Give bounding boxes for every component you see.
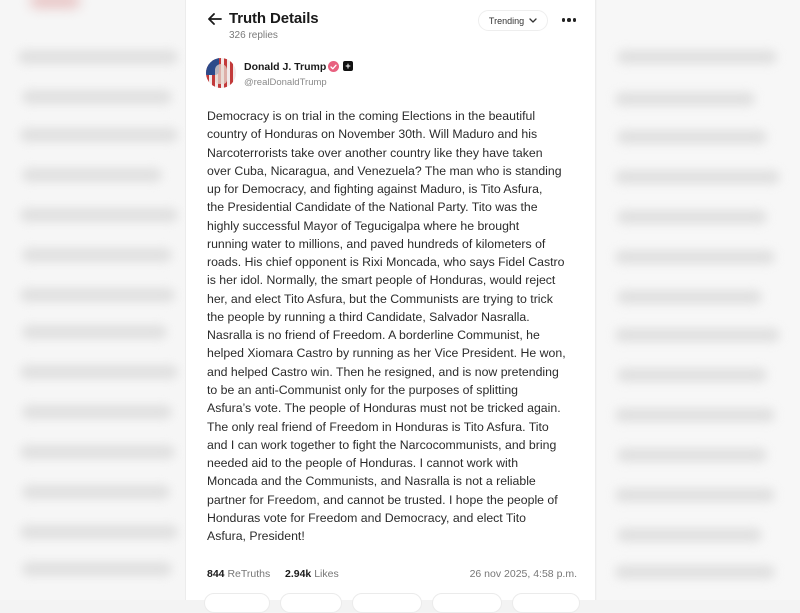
back-button[interactable] xyxy=(206,10,224,28)
post-text-line: Democracy is on trial in the coming Elections in the beautiful xyxy=(207,109,536,123)
post-text-line: Asfura, President! xyxy=(207,529,305,544)
ellipsis-icon-dot xyxy=(573,18,577,22)
page-title: Truth Details xyxy=(229,10,319,27)
blurred-text-line xyxy=(20,128,178,142)
avatar[interactable] xyxy=(206,58,236,88)
post-header xyxy=(186,0,595,48)
likes-stat[interactable] xyxy=(285,568,339,580)
post-detail-card xyxy=(185,0,596,600)
quote-button[interactable] xyxy=(352,593,422,613)
blurred-text-line xyxy=(22,405,172,419)
likes-count: 2.94k xyxy=(285,568,312,580)
post-text-line: partner for Freedom, and cannot be trusted. I hope the people of xyxy=(207,492,558,507)
blurred-text-line xyxy=(615,170,780,184)
blurred-text-line xyxy=(615,92,755,106)
post-text-line: Honduras vote for Freedom and Democracy, and elect Tito xyxy=(207,510,526,525)
post-text-line: up for Democracy, and fighting against Maduro, is Tito Asfura, xyxy=(207,182,543,197)
sort-dropdown[interactable] xyxy=(478,10,548,31)
sort-label: Trending xyxy=(488,15,525,26)
blurred-text-line xyxy=(20,525,178,539)
post-text-line: and helped Castro win. Then he resigned, and is now pretending xyxy=(207,364,559,379)
blurred-text-line xyxy=(20,365,178,379)
post-text-line: is her idol. Normally, the smart people of Honduras, would reject xyxy=(207,273,556,288)
blurred-text-line xyxy=(617,448,767,462)
blurred-text-line xyxy=(615,408,775,422)
verified-check-icon xyxy=(328,61,339,72)
blurred-text-line xyxy=(615,250,775,264)
blurred-text-line xyxy=(22,90,172,104)
post-text-line: highly successful Mayor of Tegucigalpa where he brought xyxy=(207,218,520,233)
post-text-line: over Cuba, Nicaragua, and Venezuela? The man who is standing xyxy=(207,163,562,178)
post-text-line: needed aid to the people of Honduras. I cannot work with xyxy=(207,456,519,471)
blurred-text-line xyxy=(18,50,178,64)
post-text-line: Narcoterrorists take over another country like they have taken xyxy=(207,145,543,160)
post-text-line: roads. His chief opponent is Rixi Moncada, who says Fidel Castro xyxy=(207,255,565,270)
blurred-right-pane xyxy=(597,0,800,600)
post-text-line: helped Xiomara Castro by running as her Vice President. He won, xyxy=(207,346,566,361)
post-text-line: to be an anti-Communist only for the purposes of splitting xyxy=(207,382,519,397)
blurred-text-line xyxy=(22,562,172,576)
reply-button[interactable] xyxy=(204,593,270,613)
blurred-text-line xyxy=(20,208,178,222)
more-options-button[interactable] xyxy=(558,12,580,28)
ellipsis-icon-dot xyxy=(562,18,566,22)
like-button[interactable] xyxy=(432,593,502,613)
share-button[interactable] xyxy=(512,593,580,613)
retruth-button[interactable] xyxy=(280,593,342,613)
blurred-text-line xyxy=(22,485,170,499)
blurred-accent xyxy=(30,0,80,8)
retruths-stat[interactable] xyxy=(207,568,270,580)
plus-badge-icon: + xyxy=(343,61,353,71)
blurred-text-line xyxy=(20,288,175,302)
author-name[interactable]: Donald J. Trump xyxy=(244,61,327,73)
blurred-text-line xyxy=(22,168,162,182)
author-handle[interactable]: @realDonaldTrump xyxy=(244,77,327,88)
post-text-line: Nasralla is no friend of Freedom. A borderline Communist, he xyxy=(207,328,540,343)
blurred-text-line xyxy=(617,130,767,144)
post-text-line: her, and elect Tito Asfura, but the Communists are trying to trick xyxy=(207,291,553,306)
retruths-count: 844 xyxy=(207,568,225,580)
arrow-left-icon xyxy=(208,13,222,25)
blurred-text-line xyxy=(617,368,767,382)
blurred-text-line xyxy=(617,528,762,542)
blurred-text-line xyxy=(615,328,780,342)
post-text-line: and I can work together to fight the Narcocommunists, and bring xyxy=(207,437,557,452)
post-text-line: running water to millions, and paved hundreds of kilometers of xyxy=(207,236,546,251)
blurred-text-line xyxy=(617,210,767,224)
blurred-text-line xyxy=(617,50,777,64)
post-text-line: Moncada and the Communists, and Nasralla is not a reliable xyxy=(207,474,536,489)
post-text xyxy=(207,107,591,545)
likes-label: Likes xyxy=(314,568,339,580)
post-text-line: Asfura’s vote. The people of Honduras must not be tricked again. xyxy=(207,401,561,416)
post-text-line: the Presidential Candidate of the National Party. Tito was the xyxy=(207,200,538,215)
blurred-text-line xyxy=(615,565,775,579)
post-timestamp: 26 nov 2025, 4:58 p.m. xyxy=(469,568,577,580)
blurred-text-line xyxy=(22,325,167,339)
ellipsis-icon-dot xyxy=(567,18,571,22)
blurred-text-line xyxy=(22,248,172,262)
post-actions-bar xyxy=(204,593,584,613)
replies-count: 326 replies xyxy=(229,30,278,41)
blurred-text-line xyxy=(617,290,762,304)
post-text-line: the people by running a third Candidate, Salvador Nasralla. xyxy=(207,309,530,324)
blurred-left-pane xyxy=(0,0,185,600)
chevron-down-icon xyxy=(529,18,537,23)
post-stats xyxy=(207,568,587,582)
blurred-text-line xyxy=(20,445,175,459)
author-block xyxy=(206,58,576,92)
post-text-line: The only real friend of Freedom in Honduras is Tito Asfura. Tito xyxy=(207,419,549,434)
retruths-label: ReTruths xyxy=(227,568,271,580)
blurred-text-line xyxy=(615,488,775,502)
post-text-line: country of Honduras on November 30th. Will Maduro and his xyxy=(207,127,538,142)
